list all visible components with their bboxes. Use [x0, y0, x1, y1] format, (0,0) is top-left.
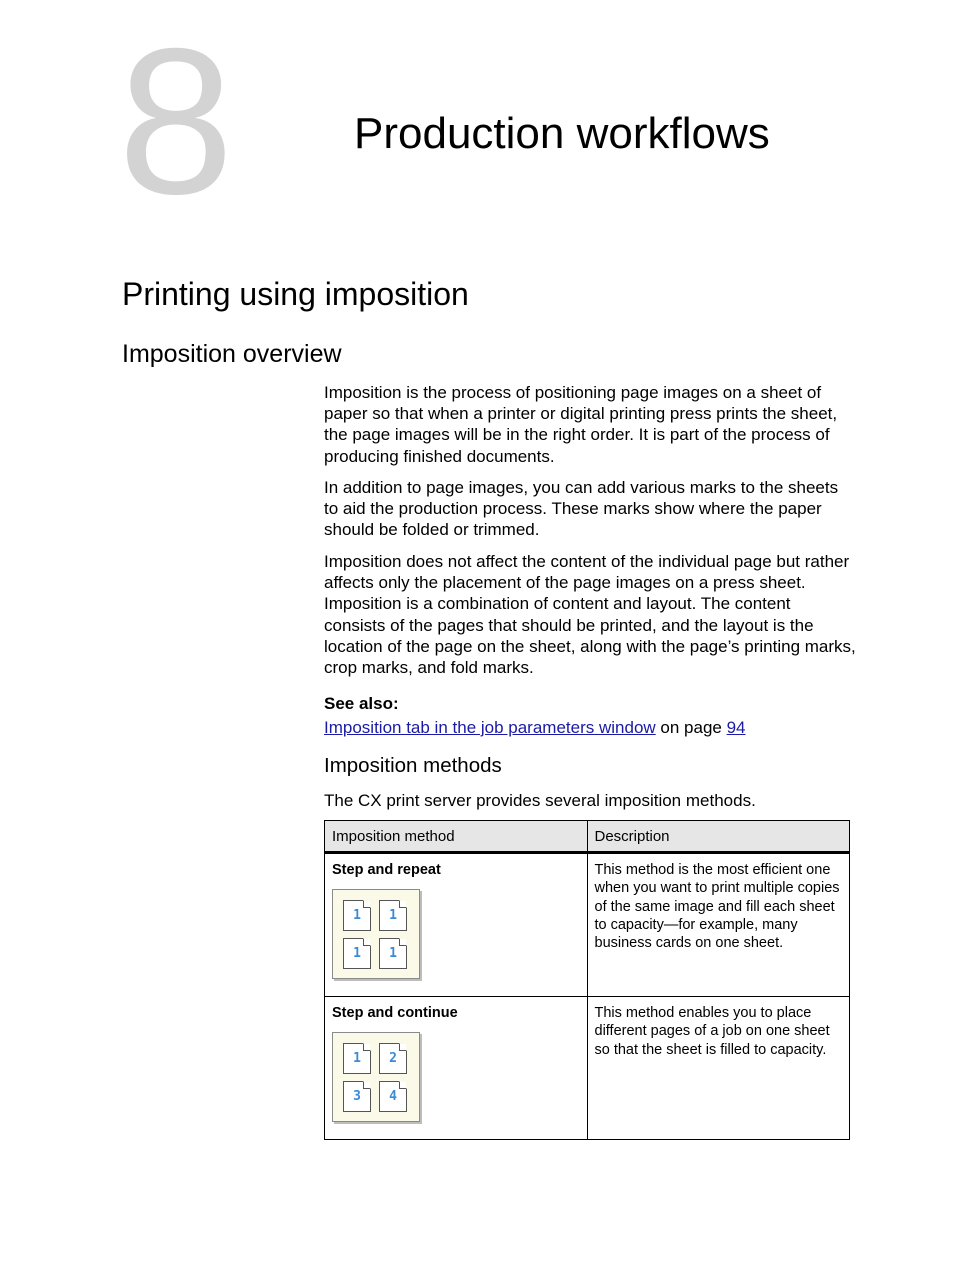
column-header-description: Description	[587, 821, 850, 853]
page-thumbnail: 1	[379, 900, 407, 931]
imposition-tab-link[interactable]: Imposition tab in the job parameters window	[324, 718, 656, 737]
methods-heading: Imposition methods	[324, 754, 502, 777]
see-also-reference	[324, 718, 746, 738]
page-thumbnail: 4	[379, 1081, 407, 1112]
method-cell	[325, 997, 588, 1140]
table-row	[325, 853, 850, 997]
table-row	[325, 997, 850, 1140]
page-thumbnail: 3	[343, 1081, 371, 1112]
page-thumbnail: 1	[343, 900, 371, 931]
page-thumbnail: 1	[343, 1043, 371, 1074]
step-and-repeat-sheet-illustration	[332, 889, 420, 979]
page-thumbnail: 1	[379, 938, 407, 969]
see-also-page-text: on page	[655, 718, 727, 737]
chapter-number: 8	[118, 6, 234, 238]
paragraph: In addition to page images, you can add various marks to the sheets to aid the production process. These marks show where the paper should be folded or trimmed.	[324, 478, 839, 540]
paragraph: Imposition does not affect the content of the individual page but rather affects only the placement of the page images on a press sheet. Imposition is a combination of content and layout. The content consists of the pages that should be printed, and the layout is the location of the page on the sheet, along with the page’s printing marks, crop marks, and fold marks.	[324, 552, 856, 678]
method-name: Step and repeat	[332, 862, 441, 878]
see-also-heading: See also:	[324, 694, 399, 713]
paragraph: Imposition is the process of positioning page images on a sheet of paper so that when a printer or digital printing press prints the sheet, the page images will be in the right order. It is part of the process of producing finished documents.	[324, 383, 838, 466]
chapter-title: Production workflows	[354, 109, 770, 158]
imposition-methods-table	[324, 820, 850, 1140]
page-94-link[interactable]: 94	[726, 718, 746, 737]
method-cell	[325, 853, 588, 997]
step-and-continue-sheet-illustration	[332, 1032, 420, 1122]
subsection-heading: Imposition overview	[122, 340, 342, 368]
column-header-method: Imposition method	[325, 821, 588, 853]
table-header-row	[325, 821, 850, 853]
page-thumbnail: 2	[379, 1043, 407, 1074]
methods-intro: The CX print server provides several imposition methods.	[324, 791, 756, 810]
page-thumbnail: 1	[343, 938, 371, 969]
method-name: Step and continue	[332, 1005, 458, 1021]
description-cell: This method enables you to place different pages of a job on one sheet so that the sheet is filled to capacity.	[587, 997, 850, 1140]
section-heading: Printing using imposition	[122, 276, 469, 312]
description-cell: This method is the most efficient one when you want to print multiple copies of the same image and fill each sheet to capacity—for example, many business cards on one sheet.	[587, 853, 850, 997]
